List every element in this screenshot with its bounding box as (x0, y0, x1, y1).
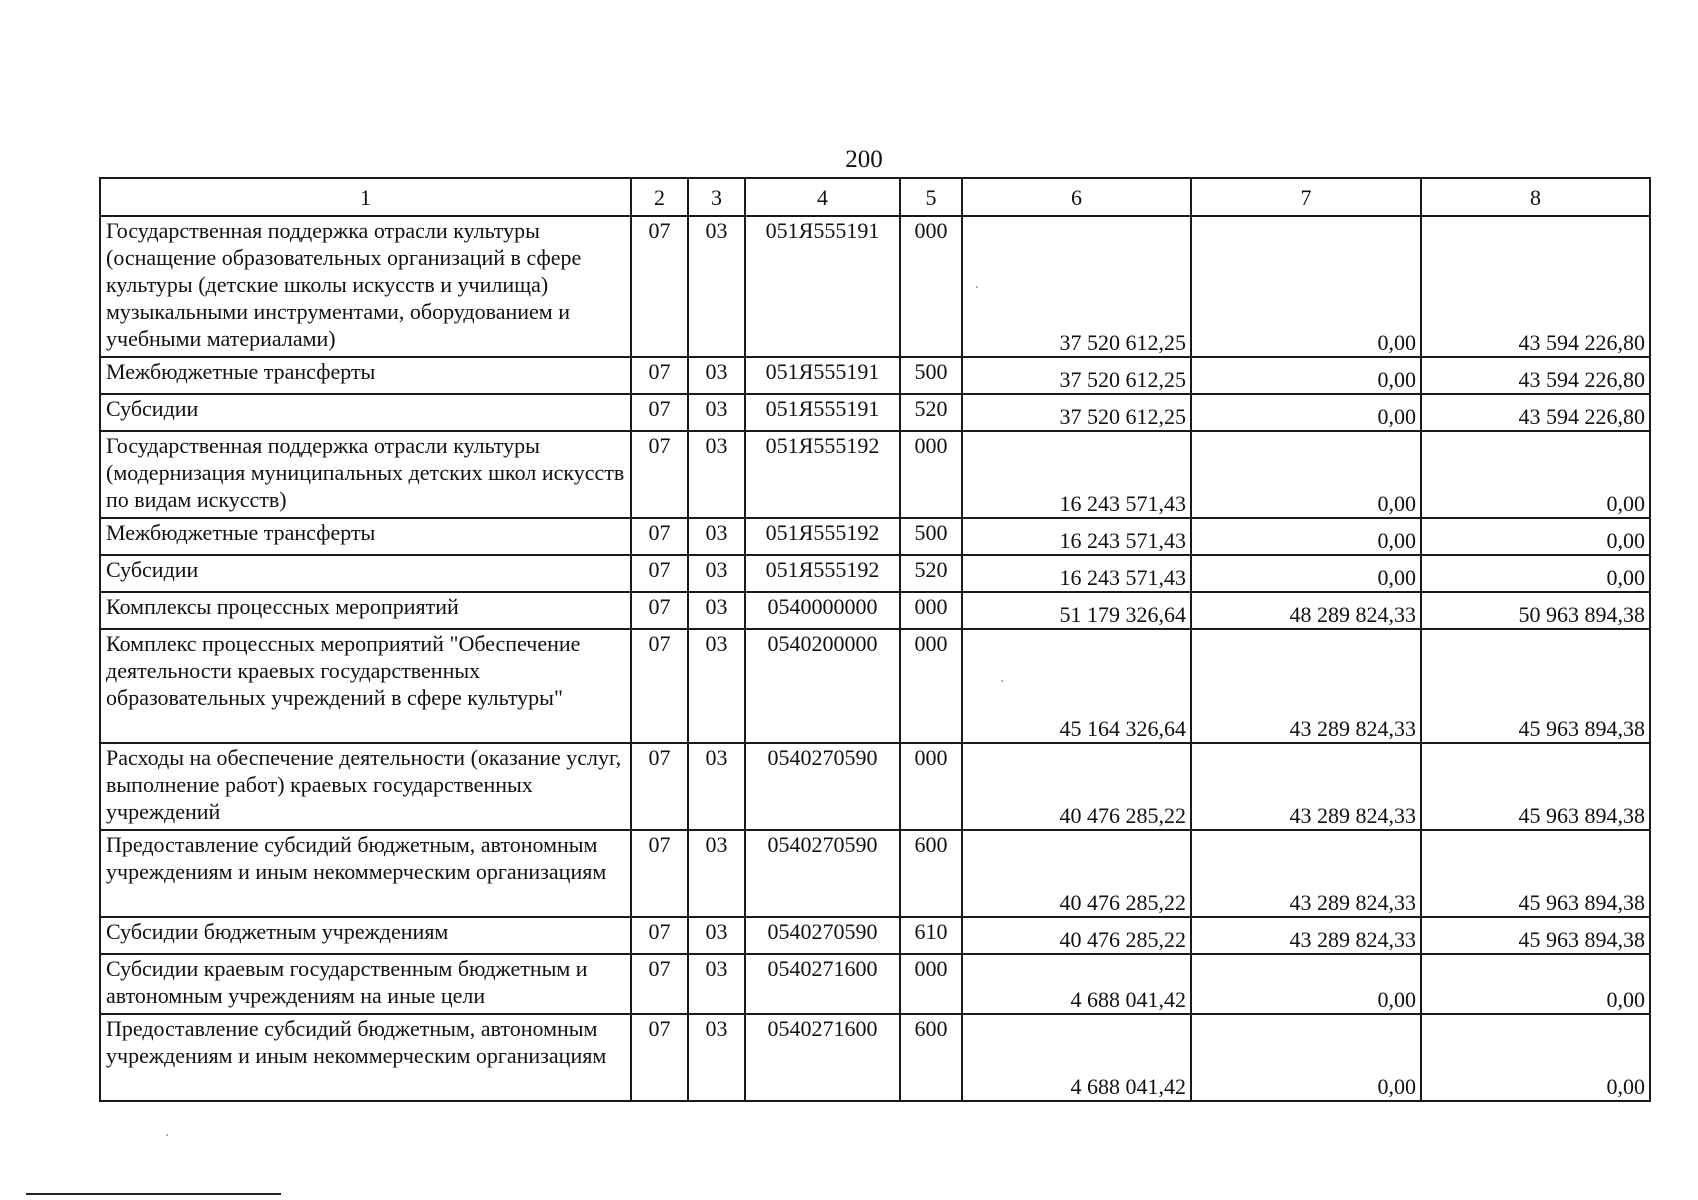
row-value-col8: 0,00 (1421, 555, 1650, 592)
header-cell-6: 6 (962, 178, 1191, 216)
row-value-col6: 40 476 285,22 (962, 743, 1191, 830)
row-section: 07 (631, 917, 688, 954)
row-target-code: 0540200000 (745, 629, 900, 743)
row-value-col8: 0,00 (1421, 431, 1650, 518)
row-section: 07 (631, 431, 688, 518)
row-name: Субсидии бюджетным учреждениям (100, 917, 631, 954)
row-value-col6: 51 179 326,64 (962, 592, 1191, 629)
scan-speck (1001, 680, 1003, 682)
row-expense-type: 610 (900, 917, 962, 954)
table-row (100, 555, 1650, 592)
row-target-code: 0540271600 (745, 1014, 900, 1101)
row-expense-type: 000 (900, 629, 962, 743)
row-value-col6: 4 688 041,42 (962, 954, 1191, 1014)
row-expense-type: 000 (900, 743, 962, 830)
row-subsection: 03 (688, 357, 745, 394)
row-target-code: 0540270590 (745, 917, 900, 954)
row-section: 07 (631, 216, 688, 357)
row-section: 07 (631, 518, 688, 555)
budget-table (99, 177, 1651, 1102)
row-value-col7: 0,00 (1191, 954, 1421, 1014)
table-row (100, 518, 1650, 555)
row-name: Субсидии (100, 394, 631, 431)
row-value-col6: 37 520 612,25 (962, 216, 1191, 357)
row-target-code: 0540270590 (745, 743, 900, 830)
row-value-col6: 40 476 285,22 (962, 917, 1191, 954)
row-subsection: 03 (688, 830, 745, 917)
scan-speck (976, 286, 978, 288)
row-value-col6: 16 243 571,43 (962, 431, 1191, 518)
row-section: 07 (631, 394, 688, 431)
row-value-col7: 43 289 824,33 (1191, 830, 1421, 917)
row-expense-type: 000 (900, 216, 962, 357)
row-name: Комплексы процессных мероприятий (100, 592, 631, 629)
row-expense-type: 500 (900, 357, 962, 394)
header-cell-4: 4 (745, 178, 900, 216)
header-cell-3: 3 (688, 178, 745, 216)
row-name: Государственная поддержка отрасли культуры (модернизация муниципальных детских школ искусств по видам искусств) (100, 431, 631, 518)
row-subsection: 03 (688, 629, 745, 743)
row-name: Комплекс процессных мероприятий "Обеспечение деятельности краевых государственных образовательных учреждений в сфере культуры" (100, 629, 631, 743)
row-value-col8: 45 963 894,38 (1421, 830, 1650, 917)
row-value-col7: 0,00 (1191, 357, 1421, 394)
row-expense-type: 600 (900, 830, 962, 917)
row-target-code: 051Я555192 (745, 555, 900, 592)
row-value-col7: 0,00 (1191, 431, 1421, 518)
row-section: 07 (631, 629, 688, 743)
page-number: 200 (845, 146, 883, 173)
header-cell-2: 2 (631, 178, 688, 216)
row-subsection: 03 (688, 431, 745, 518)
row-section: 07 (631, 555, 688, 592)
row-target-code: 051Я555192 (745, 431, 900, 518)
row-expense-type: 000 (900, 592, 962, 629)
row-value-col7: 43 289 824,33 (1191, 917, 1421, 954)
table-row (100, 216, 1650, 357)
row-value-col8: 0,00 (1421, 518, 1650, 555)
table-row (100, 629, 1650, 743)
row-value-col7: 43 289 824,33 (1191, 629, 1421, 743)
row-value-col6: 16 243 571,43 (962, 555, 1191, 592)
row-value-col7: 0,00 (1191, 518, 1421, 555)
row-value-col7: 0,00 (1191, 394, 1421, 431)
table-row (100, 592, 1650, 629)
row-target-code: 0540270590 (745, 830, 900, 917)
row-value-col6: 4 688 041,42 (962, 1014, 1191, 1101)
row-value-col8: 43 594 226,80 (1421, 394, 1650, 431)
row-name: Расходы на обеспечение деятельности (оказание услуг, выполнение работ) краевых государственных учреждений (100, 743, 631, 830)
row-expense-type: 600 (900, 1014, 962, 1101)
row-target-code: 051Я555191 (745, 357, 900, 394)
header-row (100, 178, 1650, 216)
table-row (100, 394, 1650, 431)
row-subsection: 03 (688, 1014, 745, 1101)
row-value-col6: 37 520 612,25 (962, 394, 1191, 431)
row-name: Межбюджетные трансферты (100, 357, 631, 394)
row-value-col8: 0,00 (1421, 1014, 1650, 1101)
row-target-code: 051Я555191 (745, 216, 900, 357)
row-value-col6: 40 476 285,22 (962, 830, 1191, 917)
header-cell-7: 7 (1191, 178, 1421, 216)
row-section: 07 (631, 1014, 688, 1101)
header-cell-5: 5 (900, 178, 962, 216)
header-cell-1: 1 (100, 178, 631, 216)
row-target-code: 0540271600 (745, 954, 900, 1014)
row-value-col8: 45 963 894,38 (1421, 743, 1650, 830)
row-value-col8: 0,00 (1421, 954, 1650, 1014)
table-row (100, 357, 1650, 394)
row-subsection: 03 (688, 216, 745, 357)
row-value-col7: 0,00 (1191, 1014, 1421, 1101)
row-expense-type: 000 (900, 954, 962, 1014)
row-value-col7: 43 289 824,33 (1191, 743, 1421, 830)
row-subsection: 03 (688, 917, 745, 954)
table-row (100, 917, 1650, 954)
row-value-col8: 50 963 894,38 (1421, 592, 1650, 629)
row-value-col6: 37 520 612,25 (962, 357, 1191, 394)
row-expense-type: 500 (900, 518, 962, 555)
table-row (100, 830, 1650, 917)
scan-speck (166, 1134, 168, 1136)
row-subsection: 03 (688, 743, 745, 830)
row-subsection: 03 (688, 555, 745, 592)
row-subsection: 03 (688, 394, 745, 431)
row-value-col8: 43 594 226,80 (1421, 357, 1650, 394)
row-section: 07 (631, 357, 688, 394)
row-section: 07 (631, 743, 688, 830)
row-value-col6: 16 243 571,43 (962, 518, 1191, 555)
row-value-col7: 0,00 (1191, 216, 1421, 357)
row-expense-type: 520 (900, 394, 962, 431)
row-value-col7: 48 289 824,33 (1191, 592, 1421, 629)
table-row (100, 431, 1650, 518)
row-section: 07 (631, 830, 688, 917)
footnote-rule (26, 1193, 281, 1195)
row-target-code: 051Я555192 (745, 518, 900, 555)
header-cell-8: 8 (1421, 178, 1650, 216)
row-subsection: 03 (688, 592, 745, 629)
table-body (100, 216, 1650, 1101)
row-name: Предоставление субсидий бюджетным, автономным учреждениям и иным некоммерческим организациям (100, 1014, 631, 1101)
row-name: Государственная поддержка отрасли культуры (оснащение образовательных организаций в сфере культуры (детские школы искусств и училища) музыкальными инструментами, оборудованием и учебными материалами) (100, 216, 631, 357)
row-value-col8: 43 594 226,80 (1421, 216, 1650, 357)
row-name: Субсидии краевым государственным бюджетным и автономным учреждениям на иные цели (100, 954, 631, 1014)
table-row (100, 1014, 1650, 1101)
row-section: 07 (631, 954, 688, 1014)
row-name: Предоставление субсидий бюджетным, автономным учреждениям и иным некоммерческим организациям (100, 830, 631, 917)
row-target-code: 051Я555191 (745, 394, 900, 431)
row-value-col7: 0,00 (1191, 555, 1421, 592)
row-expense-type: 520 (900, 555, 962, 592)
row-target-code: 0540000000 (745, 592, 900, 629)
row-value-col8: 45 963 894,38 (1421, 629, 1650, 743)
row-value-col8: 45 963 894,38 (1421, 917, 1650, 954)
row-subsection: 03 (688, 518, 745, 555)
row-name: Субсидии (100, 555, 631, 592)
row-expense-type: 000 (900, 431, 962, 518)
table-row (100, 954, 1650, 1014)
row-value-col6: 45 164 326,64 (962, 629, 1191, 743)
row-section: 07 (631, 592, 688, 629)
row-name: Межбюджетные трансферты (100, 518, 631, 555)
table-row (100, 743, 1650, 830)
row-subsection: 03 (688, 954, 745, 1014)
